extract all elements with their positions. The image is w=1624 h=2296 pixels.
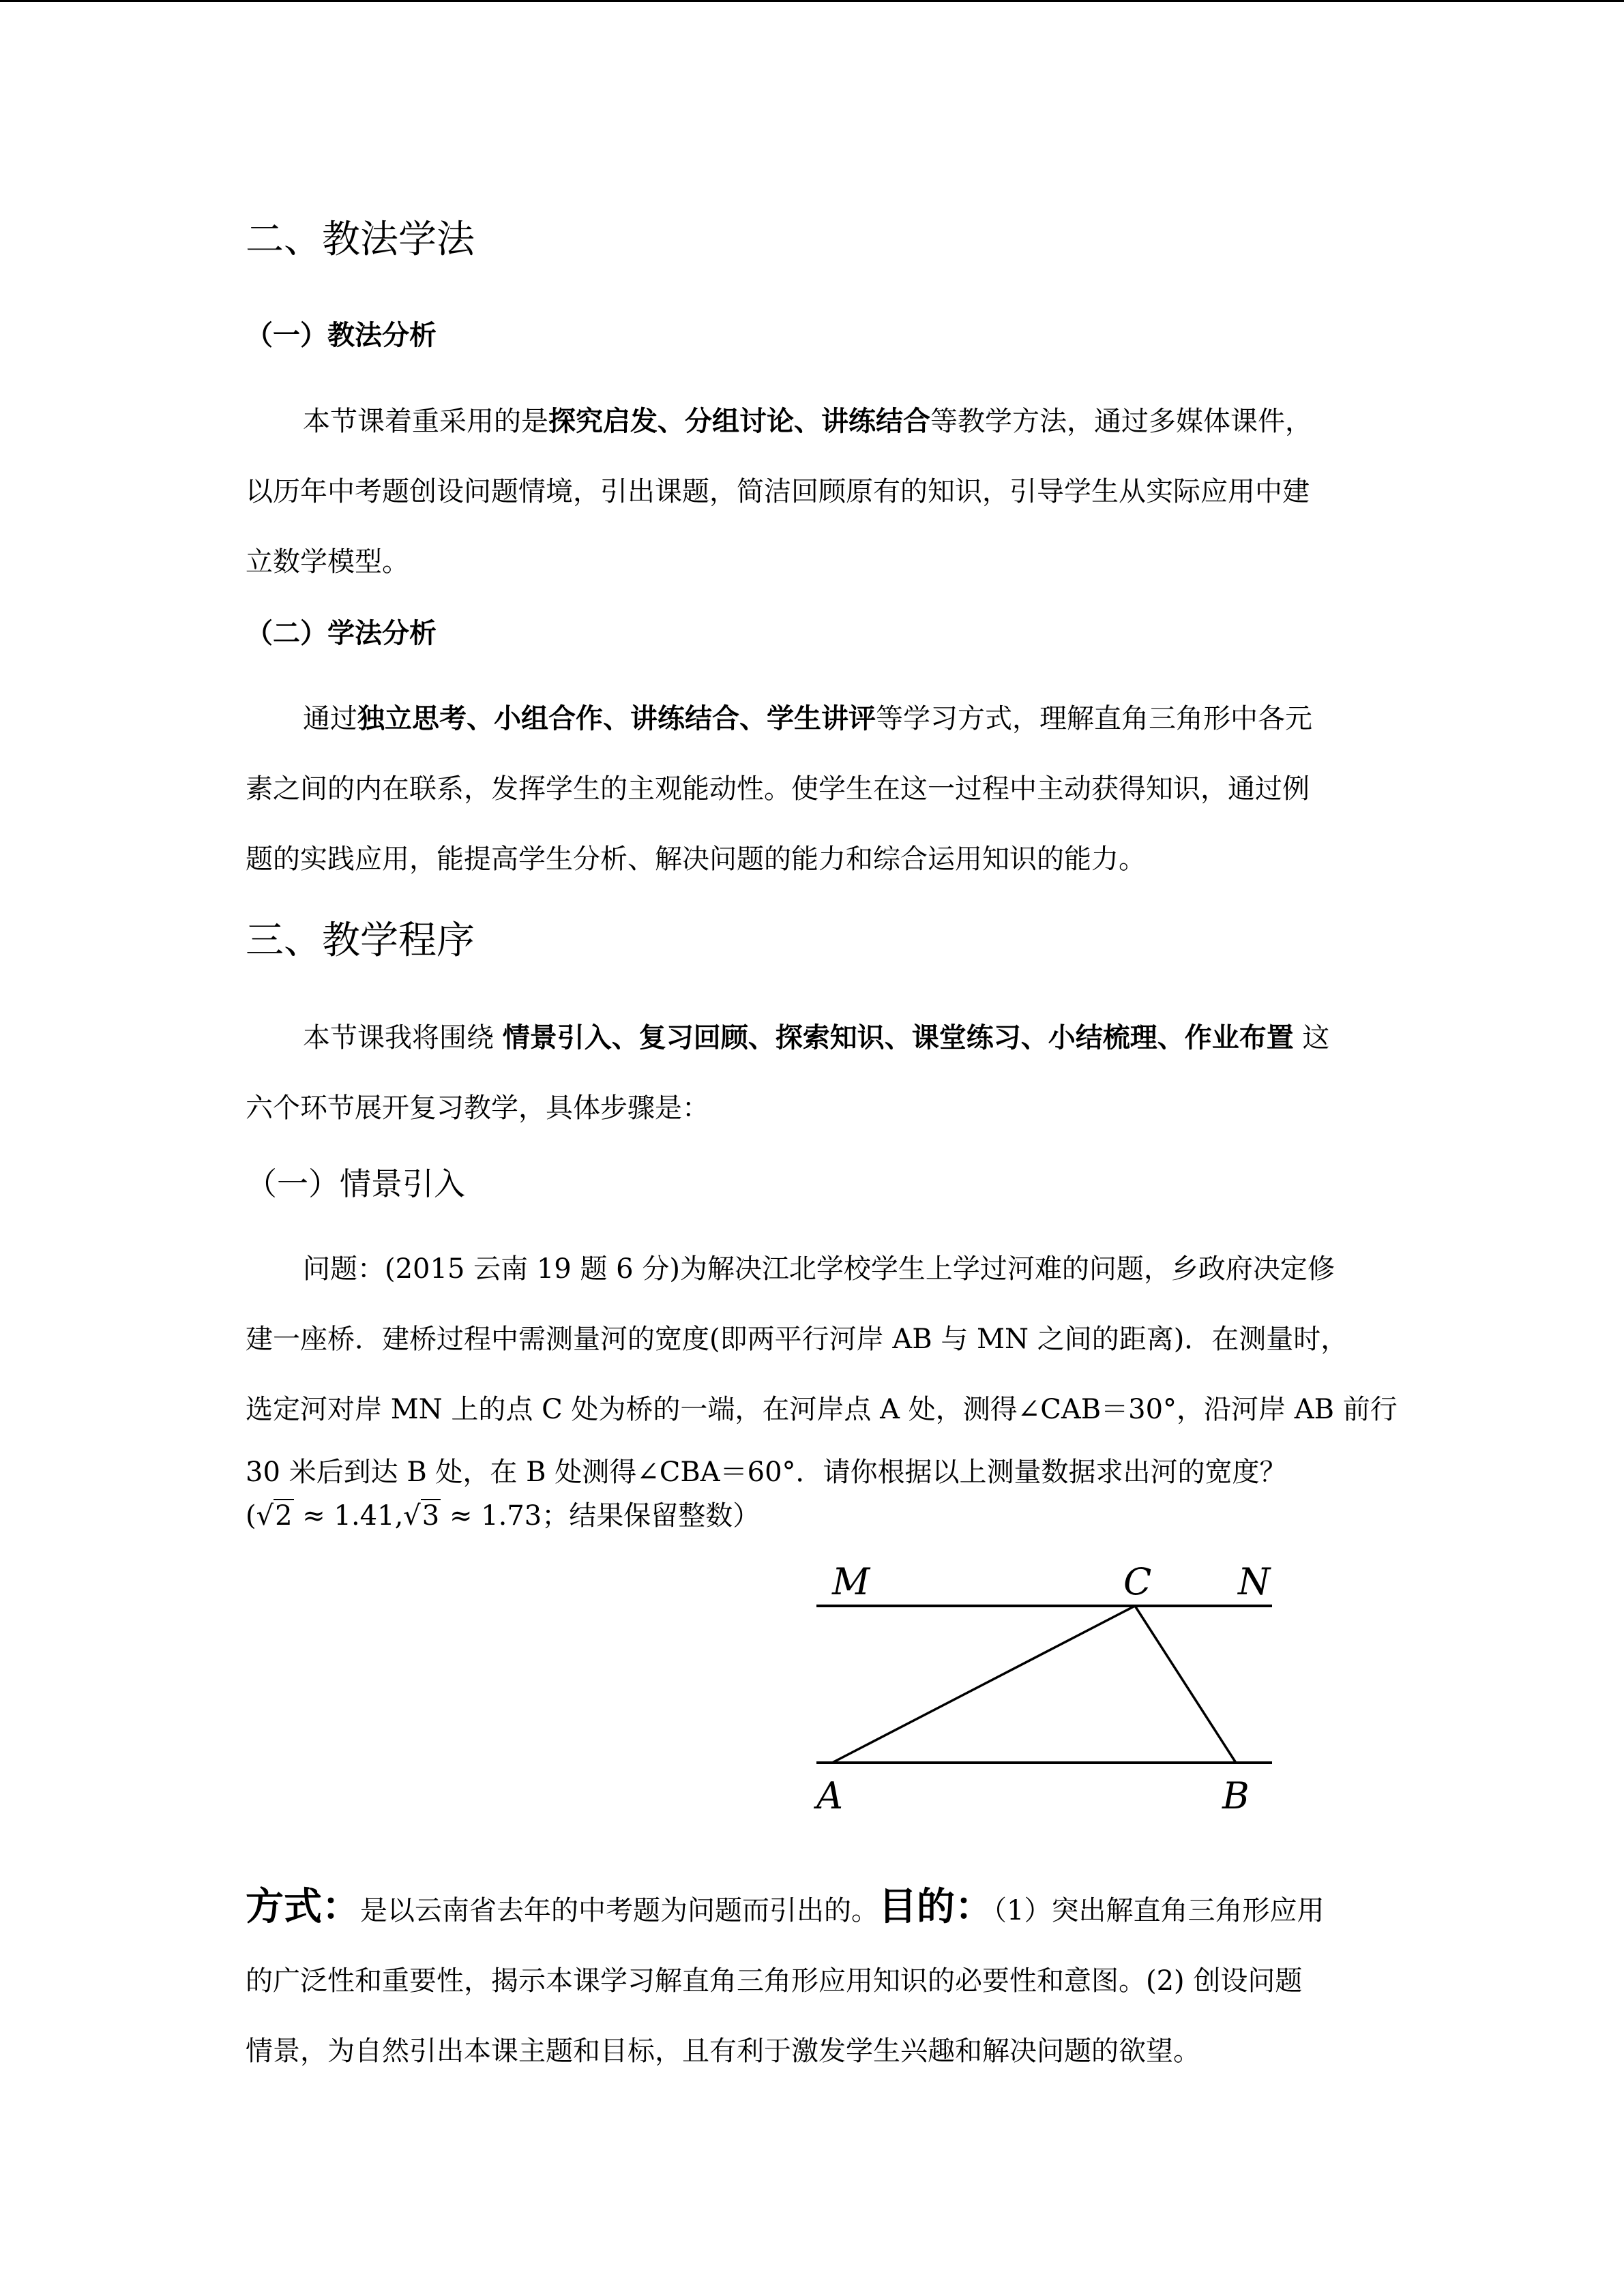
section2-sub1-title: （一）教法分析	[246, 320, 437, 351]
section2-sub2-title: （二）学法分析	[246, 618, 437, 649]
section2-sub2-paragraph	[246, 684, 1378, 895]
section2-sub1-paragraph	[246, 387, 1378, 597]
bold-run: 探究启发、分组讨论、讲练结合	[548, 406, 930, 437]
text-run: 是以云南省去年的中考题为问题而引出的。	[360, 1895, 879, 1926]
section2-title: 二、教法学法	[246, 218, 475, 262]
page-top-border	[0, 0, 1624, 2]
paragraph-line: 立数学模型。	[246, 546, 409, 578]
purpose-label: 目的：	[879, 1885, 993, 1929]
formula-tail: ；结果保留整数）	[542, 1500, 761, 1532]
problem-paragraph	[246, 1234, 1398, 1500]
label-b: B	[1222, 1774, 1250, 1817]
method-paragraph	[246, 1872, 1378, 2087]
radicand: 3	[422, 1500, 440, 1532]
paragraph-line: 题的实践应用，能提高学生分析、解决问题的能力和综合运用知识的能力。	[246, 844, 1146, 875]
paragraph-line: 30 米后到达 B 处，在 B 处测得∠CBA＝60°．请你根据以上测量数据求出河的宽度？	[246, 1457, 1287, 1488]
text-run: 这	[1293, 1022, 1330, 1054]
paragraph-line: 问题：(2015 云南 19 题 6 分)为解决江北学校学生上学过河难的问题，乡政府决定修	[303, 1253, 1335, 1285]
label-n: N	[1238, 1560, 1271, 1603]
bold-run: 独立思考、小组合作、讲练结合、学生讲评	[357, 703, 876, 734]
text-run: 通过	[303, 703, 357, 734]
method-label: 方式：	[246, 1885, 360, 1929]
formula-paren: (	[246, 1500, 256, 1532]
text-run: （1）突出解直角三角形应用	[993, 1895, 1325, 1926]
label-a: A	[816, 1774, 843, 1817]
paragraph-line: 的广泛性和重要性，揭示本课学习解直角三角形应用知识的必要性和意图。(2) 创设问题	[246, 1965, 1303, 1997]
radicand: 2	[275, 1500, 293, 1532]
text-run: 等教学方法，通过多媒体课件，	[930, 406, 1312, 437]
paragraph-line	[246, 387, 1378, 457]
section3-title: 三、教学程序	[246, 919, 475, 963]
text-run: 等学习方式，理解直角三角形中各元	[876, 703, 1312, 734]
paragraph-line	[246, 684, 1378, 754]
section3-sub1-title: （一）情景引入	[246, 1165, 465, 1202]
sqrt-2: √2	[256, 1500, 293, 1532]
segment-cb	[1135, 1606, 1236, 1763]
paragraph-line: 以历年中考题创设问题情境，引出课题，简洁回顾原有的知识，引导学生从实际应用中建	[246, 476, 1310, 507]
paragraph-line	[246, 1872, 1378, 1946]
bold-run: 情景引入、复习回顾、探索知识、课堂练习、小结梳理、作业布置	[502, 1022, 1294, 1054]
river-geometry-figure	[805, 1555, 1282, 1828]
paragraph-line: 素之间的内在联系，发挥学生的主观能动性。使学生在这一过程中主动获得知识，通过例	[246, 773, 1310, 805]
approx-value-2: ≈ 1.73	[441, 1500, 542, 1532]
label-m: M	[832, 1560, 870, 1603]
paragraph-line: 六个环节展开复习教学，具体步骤是：	[246, 1092, 709, 1124]
paragraph-line	[246, 1003, 1378, 1073]
label-c: C	[1123, 1560, 1152, 1603]
text-run: 本节课着重采用的是	[303, 406, 548, 437]
text-run: 本节课我将围绕	[303, 1022, 503, 1054]
paragraph-line: 情景，为自然引出本课主题和目标，且有利于激发学生兴趣和解决问题的欲望。	[246, 2036, 1200, 2067]
segment-ac	[832, 1606, 1135, 1763]
section3-intro-paragraph	[246, 1003, 1378, 1144]
paragraph-line: 选定河对岸 MN 上的点 C 处为桥的一端，在河岸点 A 处，测得∠CAB＝30°，沿河岸 AB 前行	[246, 1394, 1398, 1425]
paragraph-line: 建一座桥．建桥过程中需测量河的宽度(即两平行河岸 AB 与 MN 之间的距离)．在测量时，	[246, 1324, 1348, 1355]
approximation-formula	[246, 1497, 760, 1535]
approx-value-1: ≈ 1.41,	[293, 1500, 404, 1532]
sqrt-3: √3	[403, 1500, 440, 1532]
figure-svg	[805, 1555, 1282, 1828]
